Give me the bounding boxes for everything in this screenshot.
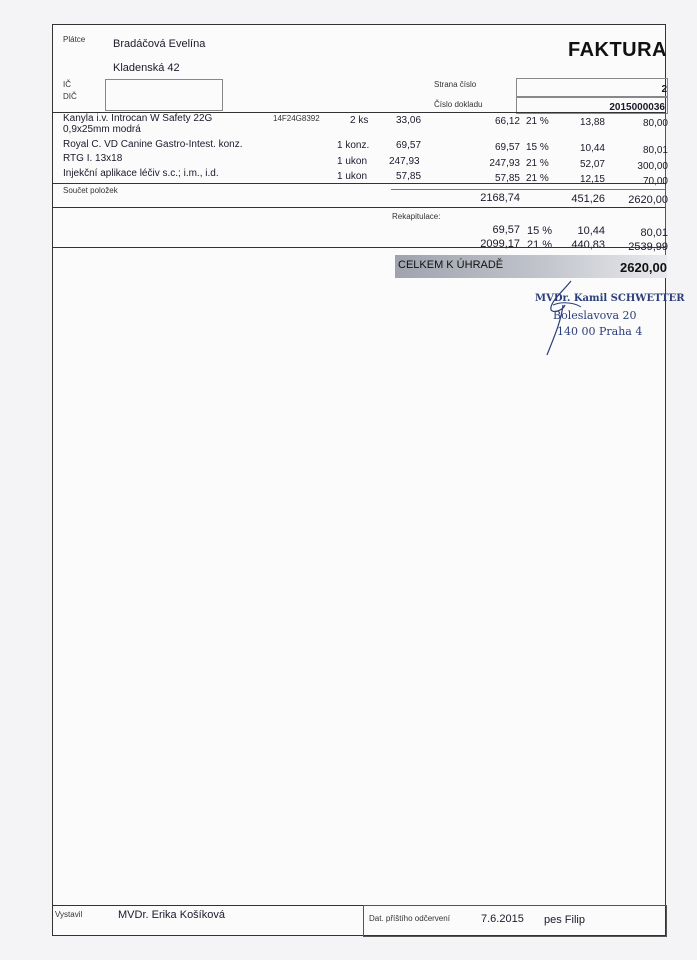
- document-number-label: Číslo dokladu: [434, 100, 483, 109]
- item-1-qty: 2 ks: [350, 115, 369, 126]
- stamp-line-1: MVDr. Kamil SCHWETTER: [535, 293, 685, 304]
- item-1-vat: 13,88: [579, 117, 605, 128]
- item-3-vat-rate: 21 %: [526, 158, 549, 169]
- item-2-total: 80,01: [642, 145, 668, 156]
- next-visit-label: Dat. příštího odčervení: [369, 914, 450, 923]
- item-3-total: 300,00: [637, 161, 668, 172]
- recap-2-rate: 21 %: [527, 239, 553, 251]
- invoice-sheet: [52, 24, 685, 936]
- item-1-name: Kanyla i.v. Introcan W Safety 22G: [63, 113, 213, 124]
- item-2-vat: 10,44: [579, 143, 605, 154]
- ic-dic-box: [105, 79, 223, 111]
- item-3-unit-price: 247,93: [389, 156, 420, 167]
- item-4-qty: 1 ukon: [337, 171, 368, 182]
- stamp-line-3: 140 00 Praha 4: [557, 325, 643, 338]
- recap-label: Rekapitulace:: [392, 212, 441, 221]
- sum-base: 2168,74: [480, 192, 520, 204]
- item-3-base: 247,93: [489, 158, 520, 169]
- item-1-name-line2: 0,9x25mm modrá: [63, 124, 141, 135]
- item-1-total: 80,00: [642, 118, 668, 129]
- issued-by: MVDr. Erika Košíková: [118, 909, 225, 921]
- item-3-name: RTG I. 13x18: [63, 153, 123, 164]
- next-visit-date: 7.6.2015: [481, 913, 524, 925]
- document-title: FAKTURA: [567, 39, 667, 61]
- payer-name: Bradáčová Evelína: [113, 38, 206, 50]
- item-4-base: 57,85: [494, 173, 520, 184]
- item-4-unit-price: 57,85: [396, 171, 422, 182]
- payer-label: Plátce: [63, 35, 86, 44]
- sum-total: 2620,00: [628, 194, 668, 206]
- signature-icon: [523, 271, 603, 361]
- page-number-label: Strana číslo: [434, 80, 477, 89]
- sum-vat: 451,26: [571, 193, 605, 205]
- item-4-total: 70,00: [642, 176, 668, 187]
- stamp-line-2: Boleslavova 20: [553, 309, 637, 322]
- recap-2-base: 2099,17: [480, 238, 520, 250]
- sum-label: Součet položek: [63, 186, 118, 195]
- item-2-vat-rate: 15 %: [526, 142, 549, 153]
- issued-label: Vystavil: [55, 910, 83, 919]
- item-1-vat-rate: 21 %: [526, 116, 549, 127]
- item-2-unit-price: 69,57: [396, 140, 422, 151]
- item-2-qty: 1 konz.: [337, 140, 370, 151]
- recap-1-base: 69,57: [492, 224, 520, 236]
- item-2-base: 69,57: [494, 142, 520, 153]
- recap-1-total: 80,01: [640, 227, 668, 239]
- total-due-label: CELKEM K ÚHRADĚ: [398, 259, 504, 271]
- total-due-value: 2620,00: [620, 260, 667, 275]
- item-3-vat: 52,07: [579, 159, 605, 170]
- sum-divider: [53, 207, 665, 208]
- ic-label: IČ: [63, 80, 71, 89]
- item-1-unit-price: 33,06: [396, 115, 422, 126]
- dic-label: DIČ: [63, 92, 77, 101]
- item-4-vat: 12,15: [579, 174, 605, 185]
- page-number-value: 2: [661, 84, 667, 95]
- recap-1-vat: 10,44: [577, 225, 605, 237]
- recap-2-total: 2539,99: [628, 241, 668, 253]
- item-1-base: 66,12: [494, 116, 520, 127]
- recap-2-vat: 440,83: [571, 239, 605, 251]
- document-number-value: 2015000036: [609, 102, 665, 113]
- payer-address: Kladenská 42: [113, 62, 180, 74]
- page-number-box: [516, 78, 668, 98]
- item-4-name: Injekční aplikace léčiv s.c.; i.m., i.d.: [63, 168, 219, 179]
- items-divider: [53, 183, 665, 184]
- item-4-vat-rate: 21 %: [526, 173, 549, 184]
- item-2-name: Royal C. VD Canine Gastro-Intest. konz.: [63, 139, 243, 150]
- item-3-qty: 1 ukon: [337, 156, 368, 167]
- patient-name: pes Filip: [544, 914, 585, 926]
- item-1-code: 14F24G8392: [273, 114, 320, 123]
- recap-1-rate: 15 %: [527, 225, 553, 237]
- recap-divider: [53, 247, 665, 248]
